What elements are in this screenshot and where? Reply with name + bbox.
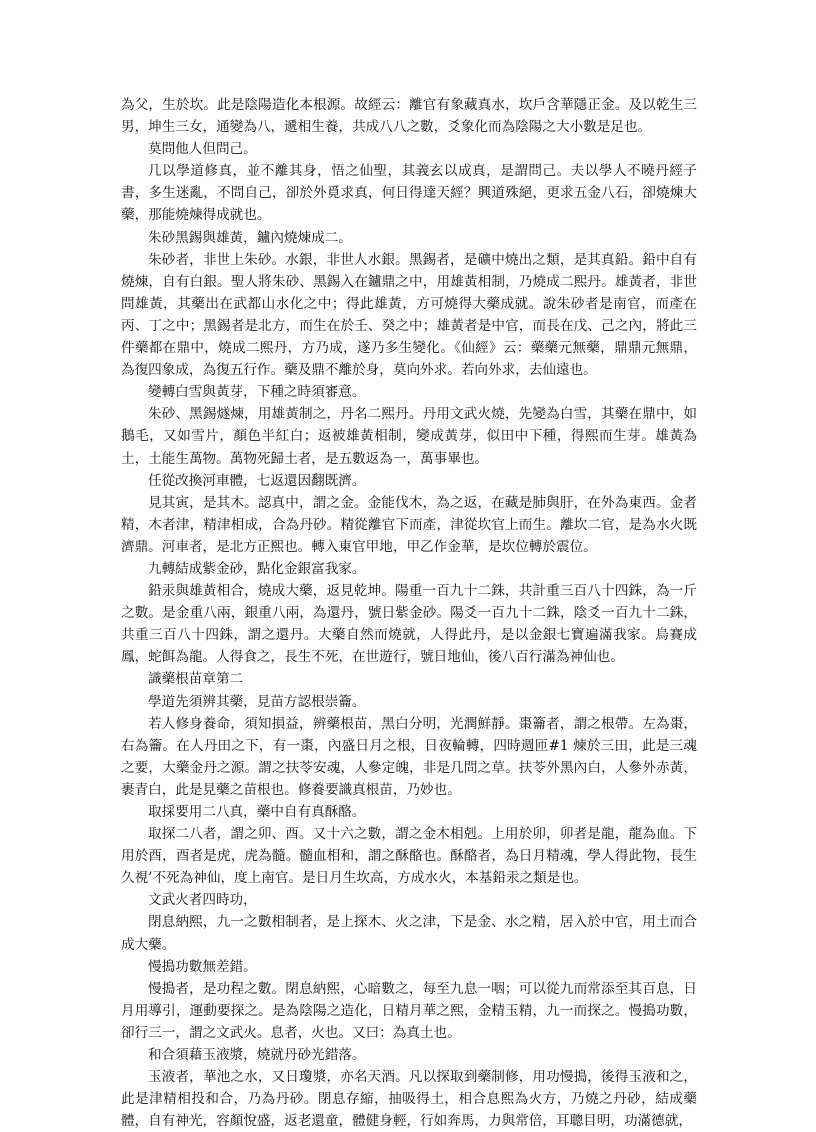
paragraph: 見其寅，是其木。認真中，謂之金。金能伐木，為之返，在藏是肺與肝，在外為東西。金者精，木者津，精津相成，合為丹砂。精從離官下而產，津從坎官上而生。離坎二官，是為水火既濟鼎。河車者，是北方正熙也。轉入東官甲地，甲乙作金華，是坎位轉於震位。 <box>121 494 697 555</box>
paragraph: 几以學道修真，並不離其身，悟之仙聖，其義玄以成真，是謂問己。夫以學人不曉丹經子書，多生迷亂，不問自己，卻於外覓求真，何日得達天經？興道殊絕，更求五金八石，卻燒煉大藥，那能燒煉得成就也。 <box>121 163 697 224</box>
paragraph: 朱砂、黑錫燧煉，用雄黃制之，丹名二熙丹。丹用文武火燒，先變為白雪，其藥在鼎中，如鵝毛，又如雪片，顏色半紅白；返被雄黃相制，變成黃芽，似田中下種，得熙而生芽。雄黃為土，土能生萬物。萬物死歸土者，是五數返為一，萬事畢也。 <box>121 406 697 467</box>
verse-line: 變轉白雪與黃芽，下種之時須審意。 <box>148 384 366 401</box>
verse-line: 任從改換河車體，七返還因翻既濟。 <box>148 472 366 489</box>
paragraph: 閉息納熙，九一之數相制者，是上探木、火之津，下是金、水之精，居入於中官，用土而合成大藥。 <box>121 914 697 953</box>
verse-line: 慢搗功數無差錯。 <box>148 958 257 975</box>
paragraph: 鉛汞與雄黃相合，燒成大藥，返見乾坤。陽重一百九十二銖，共計重三百八十四銖，為一斤之數。是金重八兩，銀重八兩，為還丹，號日紫金砂。陽爻一百九十二銖，陰爻一百九十二銖，共重三百八十四銖，謂之還丹。大藥自然而燒就，人得此丹，是以金銀七寶遍滿我家。烏賽成鳳，蛇餌為龍。人得食之，長生不死，在世遊行，號日地仙，後八百行滿為神仙也。 <box>121 583 697 666</box>
paragraph: 慢搗者，是功程之數。閉息納熙，心暗數之，每至九息一咽；可以從九而常添至其百息，日月用導引，運動要探之。是為陰陽之造化，日精月華之熙，金精玉精，九一而探之。慢搗功數，卻行三一，謂之文武火。息者，火也。又曰：為真土也。 <box>121 980 697 1041</box>
paragraph: 朱砂者，非世上朱砂。水銀，非世人水銀。黑錫者，是礦中燒出之類，是其真鉛。鉛中自有燒煉，自有白銀。聖人將朱砂、黑錫入在鑪鼎之中，用雄黃相制，乃燒成二熙丹。雄黃者，非世問雄黃，其藥出在武都山水化之中；得此雄黃，方可燒得大藥成就。說朱砂者是南官，而產在丙、丁之中；黑錫者是北方，而生在於壬、癸之中；雄黃者是中官，而長在戊、己之內，將此三件藥都在鼎中，燒成二熙丹，方乃成，遂乃多生變化。《仙經》云：藥藥元無藥，鼎鼎元無鼎，為復四象成，為復五行作。藥及鼎不離於身，莫向外求。若向外求，去仙遠也。 <box>121 251 697 379</box>
verse-line: 取採要用二八真，藥中自有真酥酪。 <box>148 804 366 820</box>
verse-line: 和合須藉玉液漿，燒就丹砂光錯落。 <box>148 1047 366 1064</box>
paragraph: 取探二八者，謂之卯、酉。又十六之數，謂之金木相剋。上用於卯，卯者是龍，龍為血。下用於酉，酉者是虎，虎為髓。髓血相和，謂之酥酪也。酥酪者，為日月精魂，學人得此物，長生久視’不死為神仙，度上南官。是日月生坎高，方成水火，本基鉛汞之類是也。 <box>121 826 697 887</box>
verse-line: 文武火者四時功， <box>148 892 257 909</box>
paragraph: 為父，生於坎。此是陰陽造化本根源。故經云：離官有象藏真水，坎戶含華隱正金。及以乾生三男，坤生三女，通變為八，遞相生養，共成八八之數，爻象化而為陰陽之大小數是足也。 <box>121 97 697 136</box>
paragraph: 玉液者，華池之水，又日瓊漿，亦名天酒。凡以探取到藥制修，用功慢搗，後得玉液和之，此是津精相投和合，乃為丹砂。閉息存縮，抽吸得土，相合息熙為火方，乃燒之丹砂，結成藥體，自有神光，容顏悅盛，返老還童，體健身輕，行如奔馬，力與常倍，耳聰目明，功滿德就， <box>121 1069 697 1130</box>
verse-line: 學道先須辨其藥，見苗方認根崇籥。 <box>148 693 366 710</box>
verse-line: 九轉結成紫金砂，點化金銀富我家。 <box>148 560 366 577</box>
chapter-heading: 識藥根苗章第二 <box>148 671 244 688</box>
document-page <box>121 94 697 1132</box>
verse-line: 朱砂黑錫與雄黃，鑪內燒煉成二。 <box>148 229 352 246</box>
verse-line: 莫問他人但問己。 <box>148 141 257 158</box>
paragraph: 若人修身養命，須知損益，辨藥根苗，黑白分明，光潤鮮靜。棗籥者，謂之根帶。左為棗，右為籥。在人丹田之下，有一棗，內盛日月之根，日夜輪轉，四時週匝#1 煉於三田，此是三魂之要，大藥金丹之源。謂之扶苓安魂，人參定魄，非是几問之草。扶苓外黑內白，人參外赤黃，裹青白，此是見藥之苗根也。修養要識真根苗，乃妙也。 <box>121 715 697 798</box>
